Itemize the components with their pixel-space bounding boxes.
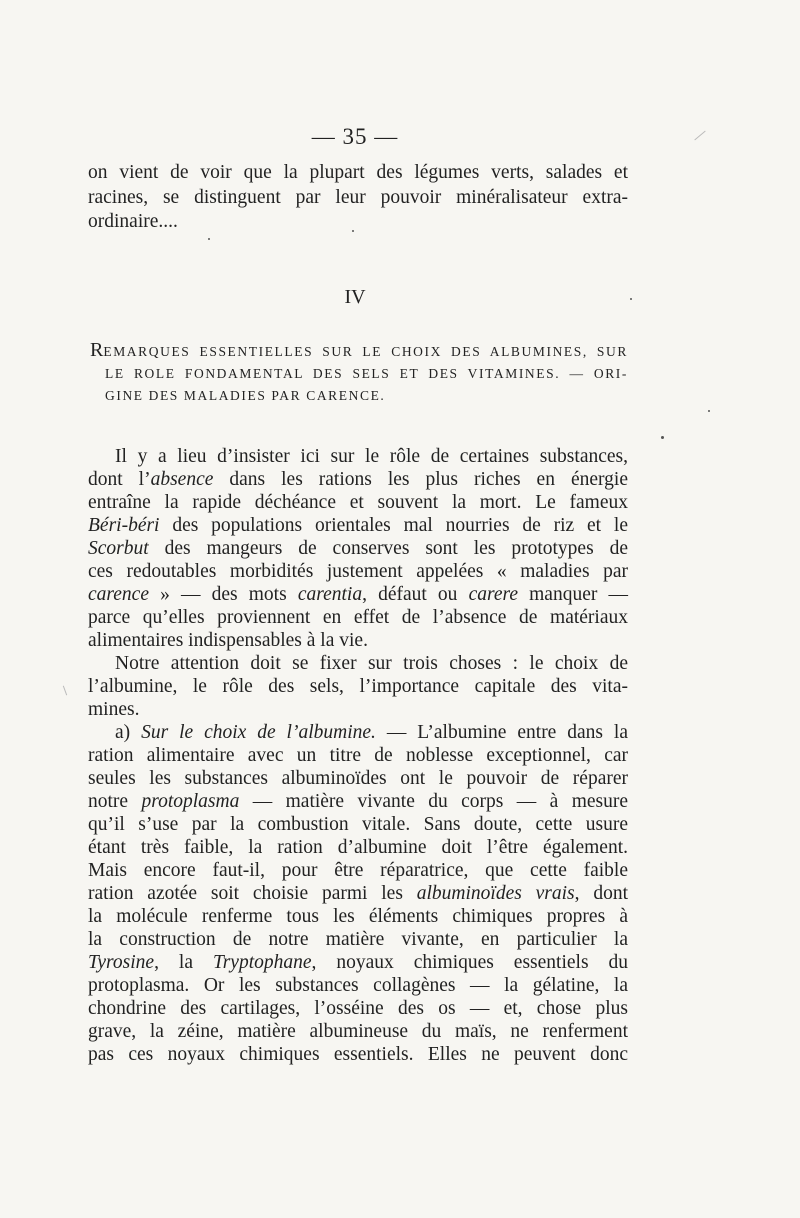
italic-run: Tryptophane (212, 952, 312, 973)
text-run: ration azotée soit choisie parmi les (88, 883, 417, 904)
heading-text: REMARQUES ESSENTIELLES SUR LE CHOIX DES ALBUMINES, SUR (90, 339, 628, 361)
italic-run: Béri-béri (88, 515, 160, 536)
paper-speck (352, 230, 354, 232)
paragraph-line: ces redoutables morbidités justement appelées « maladies par (88, 561, 628, 582)
text-run: , défaut ou (362, 584, 469, 605)
text-run: , noyaux chimiques essentiels du (311, 952, 628, 973)
text-run: dont l’ (88, 469, 151, 490)
text-run: notre (88, 791, 142, 812)
paragraph-line: parce qu’elles proviennent en effet de l’absence de matériaux (88, 607, 628, 628)
text-run: dans les rations les plus riches en énergie (213, 469, 628, 490)
italic-run: Scorbut (88, 538, 149, 559)
paragraph-line: pas ces noyaux chimiques essentiels. Elles ne peuvent donc (88, 1044, 628, 1065)
paragraph-line: Mais encore faut-il, pour être réparatrice, que cette faible (88, 860, 628, 881)
paper-speck (208, 238, 210, 240)
paragraph-line (88, 952, 628, 974)
paragraph-line: ration alimentaire avec un titre de noblesse exceptionnel, car (88, 745, 628, 766)
paper-speck (661, 436, 664, 439)
paragraph-line: grave, la zéine, matière albumineuse du maïs, ne renferment (88, 1021, 628, 1042)
paragraph-line: la construction de notre matière vivante, en particulier la (88, 929, 628, 950)
paragraph-line (88, 538, 628, 560)
paragraph-line: Il y a lieu d’insister ici sur le rôle de certaines substances, (115, 446, 628, 467)
paper-scratch (63, 686, 67, 696)
heading-text: LE ROLE FONDAMENTAL DES SELS ET DES VITAMINES. — ORI- (105, 366, 628, 381)
intro-line: racines, se distinguent par leur pouvoir minéralisateur extra- (88, 187, 628, 208)
italic-run: carere (468, 584, 519, 605)
paragraph-line (88, 584, 628, 606)
heading-text: GINE DES MALADIES PAR CARENCE. (105, 388, 386, 403)
paragraph-line: étant très faible, la ration d’albumine doit l’être également. (88, 837, 628, 858)
paragraph-line: la molécule renferme tous les éléments chimiques propres à (88, 906, 628, 927)
drop-cap-letter: R (90, 339, 104, 361)
text-run: , la (154, 952, 213, 973)
paragraph-line: alimentaires indispensables à la vie. (88, 630, 368, 651)
italic-run: carentia (297, 584, 363, 605)
paragraph-line: protoplasma. Or les substances collagènes — la gélatine, la (88, 975, 628, 996)
paragraph-line (88, 791, 628, 813)
paragraph-line: entraîne la rapide déchéance et souvent la mort. Le fameux (88, 492, 628, 513)
section-heading-line (105, 386, 405, 406)
intro-line: on vient de voir que la plupart des légumes verts, salades et (88, 162, 628, 183)
text-run: , dont (574, 883, 628, 904)
paragraph-line (88, 469, 628, 491)
text-run: des populations orientales mal nourries de riz et le (159, 515, 628, 536)
italic-run: carence (88, 584, 149, 605)
paper-speck (708, 410, 710, 412)
text-run: — L’albumine entre dans la (375, 722, 628, 743)
italic-run: absence (150, 469, 214, 490)
section-number: IV (344, 286, 366, 308)
text-run: » — des mots (149, 584, 298, 605)
paper-speck (630, 298, 632, 300)
paragraph-line: seules les substances albuminoïdes ont le pouvoir de réparer (88, 768, 628, 789)
section-heading-line (90, 340, 628, 362)
paragraph-line: Notre attention doit se fixer sur trois choses : le choix de (115, 653, 628, 674)
italic-run: Tyrosine (88, 952, 155, 973)
paragraph-line (115, 722, 628, 744)
paragraph-line: chondrine des cartilages, l’osséine des os — et, chose plus (88, 998, 628, 1019)
paragraph-line: l’albumine, le rôle des sels, l’importance capitale des vita- (88, 676, 628, 697)
paragraph-line (88, 883, 628, 905)
italic-run: albuminoïdes vrais (416, 883, 575, 904)
paragraph-line: qu’il s’use par la combustion vitale. Sans doute, cette usure (88, 814, 628, 835)
intro-line: ordinaire.... (88, 211, 178, 232)
text-run: des mangeurs de conserves sont les prototypes de (148, 538, 628, 559)
page-number: — 35 — (311, 124, 399, 149)
text-run: a) (115, 722, 142, 743)
text-run: manquer — (518, 584, 628, 605)
italic-run: Sur le choix de l’albumine. (141, 722, 376, 743)
paragraph-line: mines. (88, 699, 140, 720)
italic-run: protoplasma (141, 791, 240, 812)
paragraph-line (88, 515, 628, 537)
text-run: — matière vivante du corps — à mesure (239, 791, 629, 812)
section-heading-line (105, 364, 628, 384)
